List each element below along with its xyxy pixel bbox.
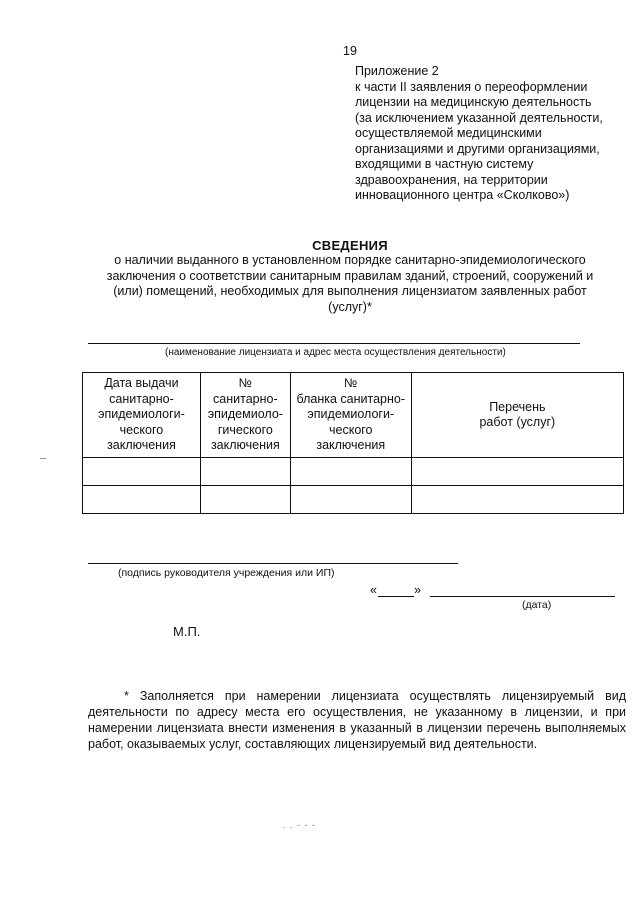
document-title: СВЕДЕНИЯ <box>312 238 388 253</box>
appendix-line: лицензии на медицинскую деятельность <box>355 95 592 109</box>
header-text: заключения <box>107 438 176 453</box>
date-close-quote: » <box>414 583 421 597</box>
conclusion-table <box>82 372 624 514</box>
header-text: № <box>238 376 253 391</box>
table-header-row <box>83 373 624 458</box>
header-text: эпидемиологи- <box>307 407 395 422</box>
date-open-quote: « <box>370 583 377 597</box>
date-caption: (дата) <box>522 599 552 611</box>
footnote <box>88 688 626 752</box>
table-row <box>83 486 624 514</box>
table-cell[interactable] <box>290 486 411 514</box>
subtitle-line: заключения о соответствии санитарным правилам зданий, строений, сооружений и <box>106 268 594 283</box>
header-text: ческого <box>329 422 373 437</box>
header-text: бланка санитарно- <box>296 391 406 406</box>
header-works-list <box>411 373 623 458</box>
document-subtitle <box>80 253 620 315</box>
table-cell[interactable] <box>200 458 290 486</box>
appendix-line: инновационного центра «Сколково») <box>355 188 570 202</box>
header-text: гического <box>217 422 273 437</box>
header-text: заключения <box>316 438 386 453</box>
appendix-line: (за исключением указанной деятельности, <box>355 110 603 125</box>
footnote-text: * Заполняется при намерении лицензиата осуществлять лицензируемый вид деятельности по адресу места его осуществления, не указанному в лицензии, и при намерении лицензиата внести изменения в указанный в лицензии перечень выполняемых работ, оказываемых услуг, составляющих лицензируемый вид деятельности. <box>88 689 626 751</box>
appendix-line: осуществляемой медицинскими <box>355 126 542 140</box>
header-blank-number <box>290 373 411 458</box>
header-text: № <box>344 376 358 391</box>
table-row <box>83 458 624 486</box>
stamp-place: М.П. <box>173 624 201 639</box>
page-number: 19 <box>343 44 357 58</box>
header-text: ческого <box>119 422 164 437</box>
header-text: заключения <box>210 438 280 453</box>
subtitle-line: (услуг)* <box>328 299 372 314</box>
signature-caption: (подпись руководителя учреждения или ИП) <box>118 567 335 579</box>
subtitle-line: о наличии выданного в установленном порядке санитарно-эпидемиологического <box>114 253 586 267</box>
licensee-caption: (наименование лицензиата и адрес места осуществления деятельности) <box>165 347 506 358</box>
margin-mark <box>40 458 46 459</box>
header-text: эпидемиологи- <box>98 407 185 422</box>
table-cell[interactable] <box>83 486 201 514</box>
signature-fill-line[interactable] <box>88 563 458 564</box>
date-month-year-line[interactable] <box>430 596 615 597</box>
header-text: санитарно- <box>109 391 174 406</box>
header-text: эпидемиоло- <box>207 407 283 422</box>
table-cell[interactable] <box>83 458 201 486</box>
subtitle-line: (или) помещений, необходимых для выполнения лицензиатом заявленных работ <box>113 284 587 298</box>
licensee-fill-line[interactable] <box>88 343 580 344</box>
appendix-line: организациями и другими организациями, <box>355 141 600 156</box>
header-text: Дата выдачи <box>104 376 179 391</box>
header-issue-date <box>83 373 201 458</box>
appendix-line: к части II заявления о переоформлении <box>355 79 588 94</box>
header-text: работ (услуг) <box>479 415 556 429</box>
appendix-line: входящими в частную систему <box>355 157 534 171</box>
appendix-line: Приложение 2 <box>355 64 439 78</box>
header-conclusion-number <box>200 373 290 458</box>
table-cell[interactable] <box>411 458 623 486</box>
table-cell[interactable] <box>411 486 623 514</box>
header-text: Перечень <box>489 399 546 414</box>
header-text: санитарно- <box>213 391 278 406</box>
scan-artifact: . . - - - <box>283 820 316 830</box>
appendix-note <box>355 64 625 204</box>
appendix-line: здравоохранения, на территории <box>355 172 548 187</box>
table-cell[interactable] <box>290 458 411 486</box>
date-day-line[interactable] <box>378 596 414 597</box>
table-cell[interactable] <box>200 486 290 514</box>
